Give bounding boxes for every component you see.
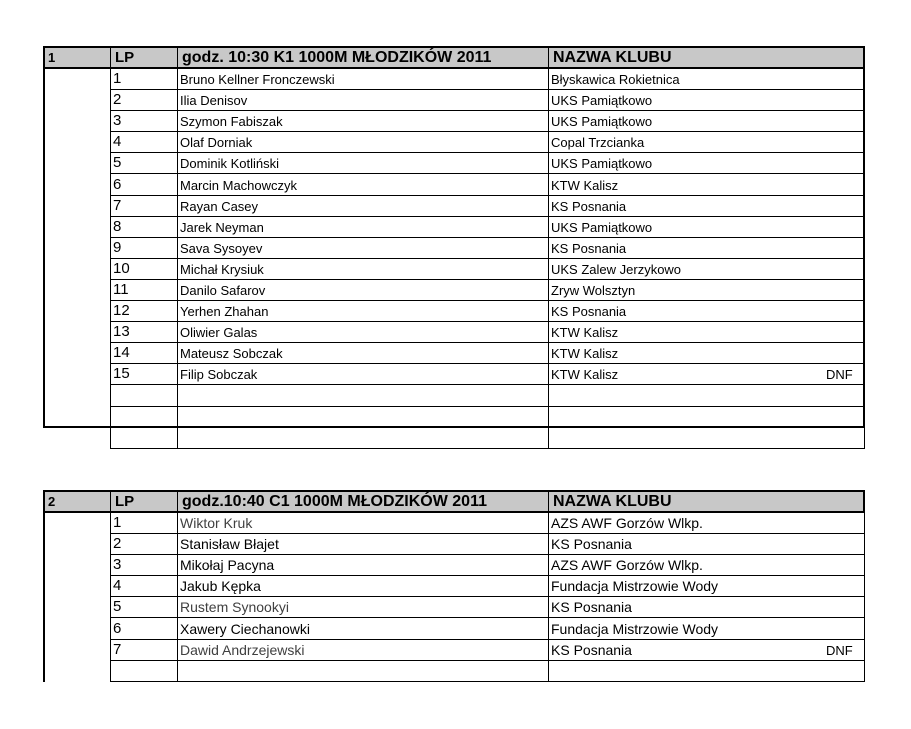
row-name: Szymon Fabiszak: [180, 114, 283, 130]
table-row: [110, 322, 865, 343]
table-row: [110, 555, 865, 576]
race-title: godz. 10:30 K1 1000M MŁODZIKÓW 2011: [182, 48, 492, 66]
table-row: [110, 619, 865, 640]
row-club: UKS Pamiątkowo: [551, 219, 653, 235]
row-name: Rustem Synookyi: [180, 599, 289, 616]
row-lp: 3: [113, 112, 122, 130]
table-row: [110, 301, 865, 322]
row-lp: 1: [113, 514, 122, 531]
row-club: UKS Pamiątkowo: [551, 114, 653, 130]
row-club: UKS Zalew Jerzykowo: [551, 261, 682, 277]
table-row: [110, 280, 865, 301]
club-header: NAZWA KLUBU: [553, 492, 672, 510]
race-header: [43, 46, 865, 69]
race-header: [43, 490, 865, 513]
table-row: [110, 175, 865, 196]
row-name: Dawid Andrzejewski: [180, 641, 305, 658]
row-lp: 6: [113, 619, 122, 637]
lp-header: LP: [115, 49, 135, 66]
table-row: [110, 513, 865, 534]
row-club: KTW Kalisz: [551, 325, 619, 341]
table-row: [110, 364, 865, 385]
row-club: KS Posnania: [551, 240, 627, 256]
row-lp: 1: [113, 70, 122, 87]
row-club: KTW Kalisz: [551, 346, 619, 362]
lp-header: LP: [115, 493, 135, 510]
row-name: Mateusz Sobczak: [180, 346, 283, 362]
row-lp: 7: [113, 640, 122, 658]
table-border-right: [863, 46, 865, 428]
row-lp: 2: [113, 91, 122, 109]
table-row: [110, 153, 865, 174]
row-name: Filip Sobczak: [180, 367, 258, 383]
row-name: Xawery Ciechanowki: [180, 620, 310, 637]
row-name: Stanisław Błajet: [180, 536, 279, 553]
row-name: Sava Sysoyev: [180, 240, 263, 256]
table-row: [110, 640, 865, 661]
row-lp: 9: [113, 238, 122, 256]
race-number: 2: [48, 494, 56, 509]
table-row: [110, 196, 865, 217]
dnf-note: DNF: [826, 367, 853, 383]
row-lp: 3: [113, 556, 122, 574]
row-club: KS Posnania: [551, 304, 627, 320]
row-club: Zryw Wolsztyn: [551, 283, 636, 298]
row-club: KS Posnania: [551, 198, 627, 214]
row-name: Oliwier Galas: [180, 325, 258, 341]
grid-line: [548, 490, 549, 682]
row-name: Jarek Neyman: [180, 219, 264, 235]
club-header: NAZWA KLUBU: [553, 48, 672, 66]
row-club: AZS AWF Gorzów Wlkp.: [551, 557, 703, 574]
row-name: Ilia Denisov: [180, 93, 248, 109]
row-name: Danilo Safarov: [180, 283, 266, 298]
table-row: [110, 597, 865, 618]
row-lp: 2: [113, 535, 122, 553]
row-club: KS Posnania: [551, 536, 632, 553]
row-lp: 7: [113, 196, 122, 214]
table-border-bottom: [43, 426, 865, 428]
table-row: [110, 132, 865, 153]
row-club: UKS Pamiątkowo: [551, 156, 653, 172]
row-club: Błyskawica Rokietnica: [551, 72, 680, 87]
row-name: Marcin Machowczyk: [180, 177, 298, 193]
table-row: [110, 217, 865, 238]
table-row: [110, 661, 865, 682]
row-lp: 15: [113, 365, 130, 383]
race-number: 1: [48, 50, 56, 65]
row-name: Wiktor Kruk: [180, 515, 253, 531]
grid-line: [110, 46, 111, 449]
row-club: Copal Trzcianka: [551, 135, 645, 151]
grid-line: [177, 490, 178, 682]
row-name: Olaf Dorniak: [180, 135, 253, 151]
table-row: [110, 576, 865, 597]
row-lp: 13: [113, 323, 130, 341]
row-club: KS Posnania: [551, 599, 632, 616]
row-name: Yerhen Zhahan: [180, 304, 269, 320]
row-name: Michał Krysiuk: [180, 261, 264, 277]
row-lp: 6: [113, 175, 122, 193]
row-lp: 10: [113, 259, 130, 277]
table-row: [110, 259, 865, 280]
row-club: KTW Kalisz: [551, 177, 619, 193]
row-lp: 14: [113, 344, 130, 362]
table-border-left: [43, 46, 45, 428]
row-lp: 5: [113, 598, 122, 616]
table-row: [110, 343, 865, 364]
row-lp: 4: [113, 133, 122, 151]
table-row: [110, 534, 865, 555]
grid-line: [548, 46, 549, 449]
race-title: godz.10:40 C1 1000M MŁODZIKÓW 2011: [182, 492, 487, 510]
table-row: [110, 111, 865, 132]
table-row: [110, 407, 865, 428]
row-club: AZS AWF Gorzów Wlkp.: [551, 515, 703, 531]
row-lp: 4: [113, 577, 122, 595]
row-club: KTW Kalisz: [551, 367, 619, 383]
row-name: Dominik Kotliński: [180, 156, 279, 172]
row-name: Mikołaj Pacyna: [180, 557, 275, 574]
grid-line: [177, 46, 178, 449]
row-lp: 8: [113, 217, 122, 235]
table-row: [110, 386, 865, 407]
table-row: [110, 238, 865, 259]
row-lp: 5: [113, 154, 122, 172]
table-row: [110, 69, 865, 90]
row-club: Fundacja Mistrzowie Wody: [551, 620, 719, 637]
grid-line: [864, 490, 865, 682]
row-lp: 12: [113, 302, 130, 320]
table-row: [110, 428, 865, 449]
row-name: Jakub Kępka: [180, 578, 261, 595]
row-club: KS Posnania: [551, 641, 632, 658]
row-name: Bruno Kellner Fronczewski: [180, 72, 335, 87]
row-name: Rayan Casey: [180, 198, 259, 214]
table-row: [110, 90, 865, 111]
table-border-left: [43, 490, 45, 682]
row-lp: 11: [113, 281, 129, 298]
row-club: Fundacja Mistrzowie Wody: [551, 578, 719, 595]
row-club: UKS Pamiątkowo: [551, 93, 653, 109]
dnf-note: DNF: [826, 642, 853, 658]
grid-line: [110, 490, 111, 682]
